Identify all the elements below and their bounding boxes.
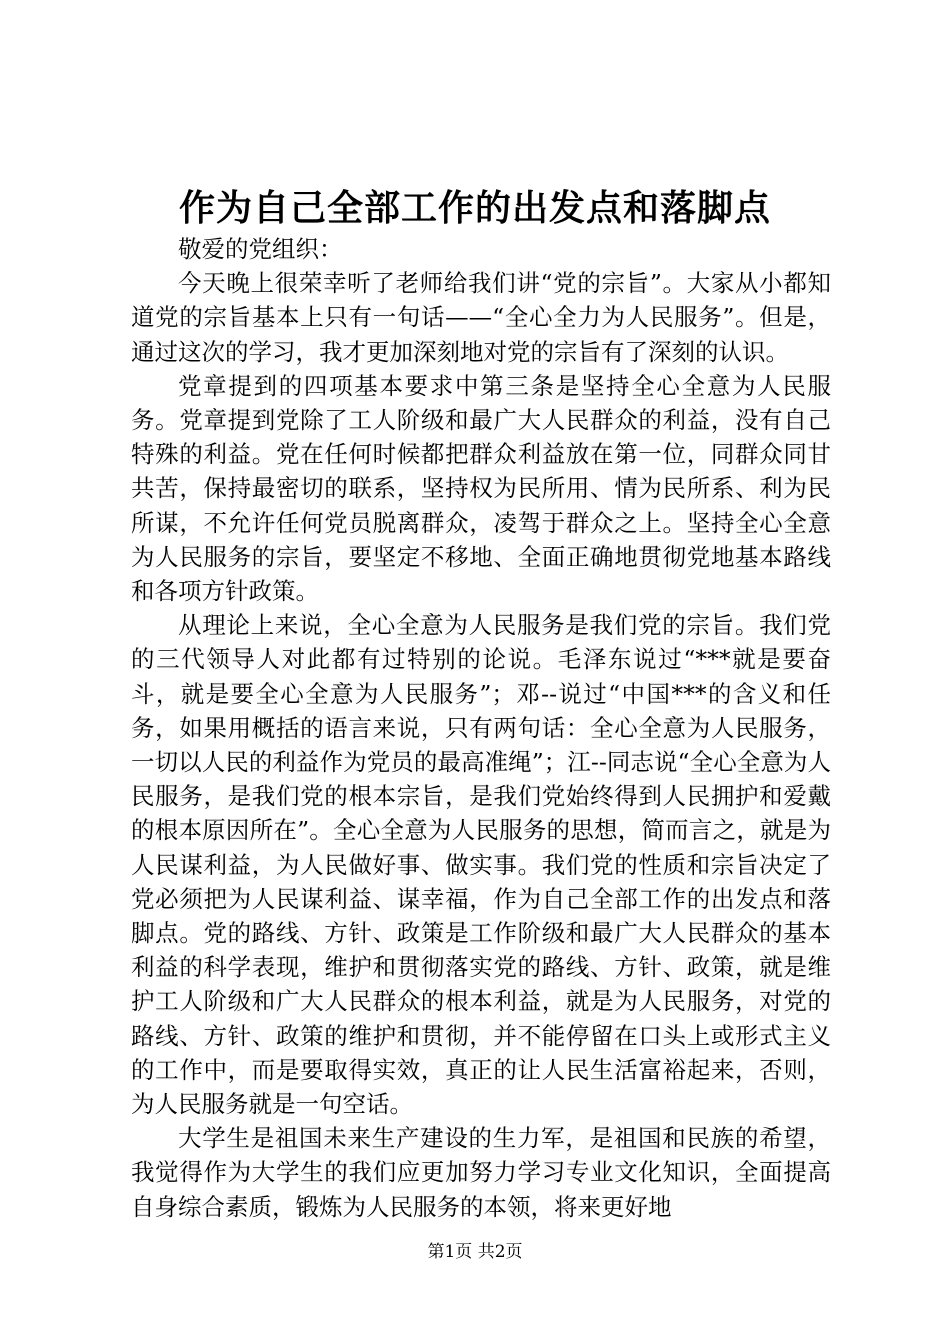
document-body bbox=[131, 232, 831, 1224]
document-title: 作为自己全部工作的出发点和落脚点 bbox=[178, 187, 771, 229]
paragraph-4: 大学生是祖国未来生产建设的生力军，是祖国和民族的希望，我觉得作为大学生的我们应更加努力学习专业文化知识，全面提高自身综合素质，锻炼为人民服务的本领，将来更好地 bbox=[131, 1124, 831, 1221]
paragraph-2: 党章提到的四项基本要求中第三条是坚持全心全意为人民服务。党章提到党除了工人阶级和最广大人民群众的利益，没有自己特殊的利益。党在任何时候都把群众利益放在第一位，同群众同甘共苦，保持最密切的联系，坚持权为民所用、情为民所系、利为民所谋，不允许任何党员脱离群众，凌驾于群众之上。坚持全心全意为人民服务的宗旨，要坚定不移地、全面正确地贯彻党地基本路线和各项方针政策。 bbox=[131, 371, 831, 606]
page-footer: 第1页 共2页 bbox=[427, 1242, 523, 1262]
paragraph-1: 今天晚上很荣幸听了老师给我们讲“党的宗旨”。大家从小都知道党的宗旨基本上只有一句话——“全心全力为人民服务”。但是，通过这次的学习，我才更加深刻地对党的宗旨有了深刻的认识。 bbox=[131, 269, 831, 366]
paragraph-3: 从理论上来说，全心全意为人民服务是我们党的宗旨。我们党的三代领导人对此都有过特别的论说。毛泽东说过“***就是要奋斗，就是要全心全意为人民服务”；邓--说过“中国***的含义和任务，如果用概括的语言来说，只有两句话：全心全意为人民服务，一切以人民的利益作为党员的最高准绳”；江--同志说“全心全意为人民服务，是我们党的根本宗旨，是我们党始终得到人民拥护和爱戴的根本原因所在”。全心全意为人民服务的思想，简而言之，就是为人民谋利益，为人民做好事、做实事。我们党的性质和宗旨决定了党必须把为人民谋利益、谋幸福，作为自己全部工作的出发点和落脚点。党的路线、方针、政策是工作阶级和最广大人民群众的基本利益的科学表现，维护和贯彻落实党的路线、方针、政策，就是维护工人阶级和广大人民群众的根本利益，就是为人民服务，对党的路线、方针、政策的维护和贯彻，并不能停留在口头上或形式主义的工作中，而是要取得实效，真正的让人民生活富裕起来，否则，为人民服务就是一句空话。 bbox=[131, 611, 831, 1119]
salutation: 敬爱的党组织： bbox=[178, 235, 343, 263]
